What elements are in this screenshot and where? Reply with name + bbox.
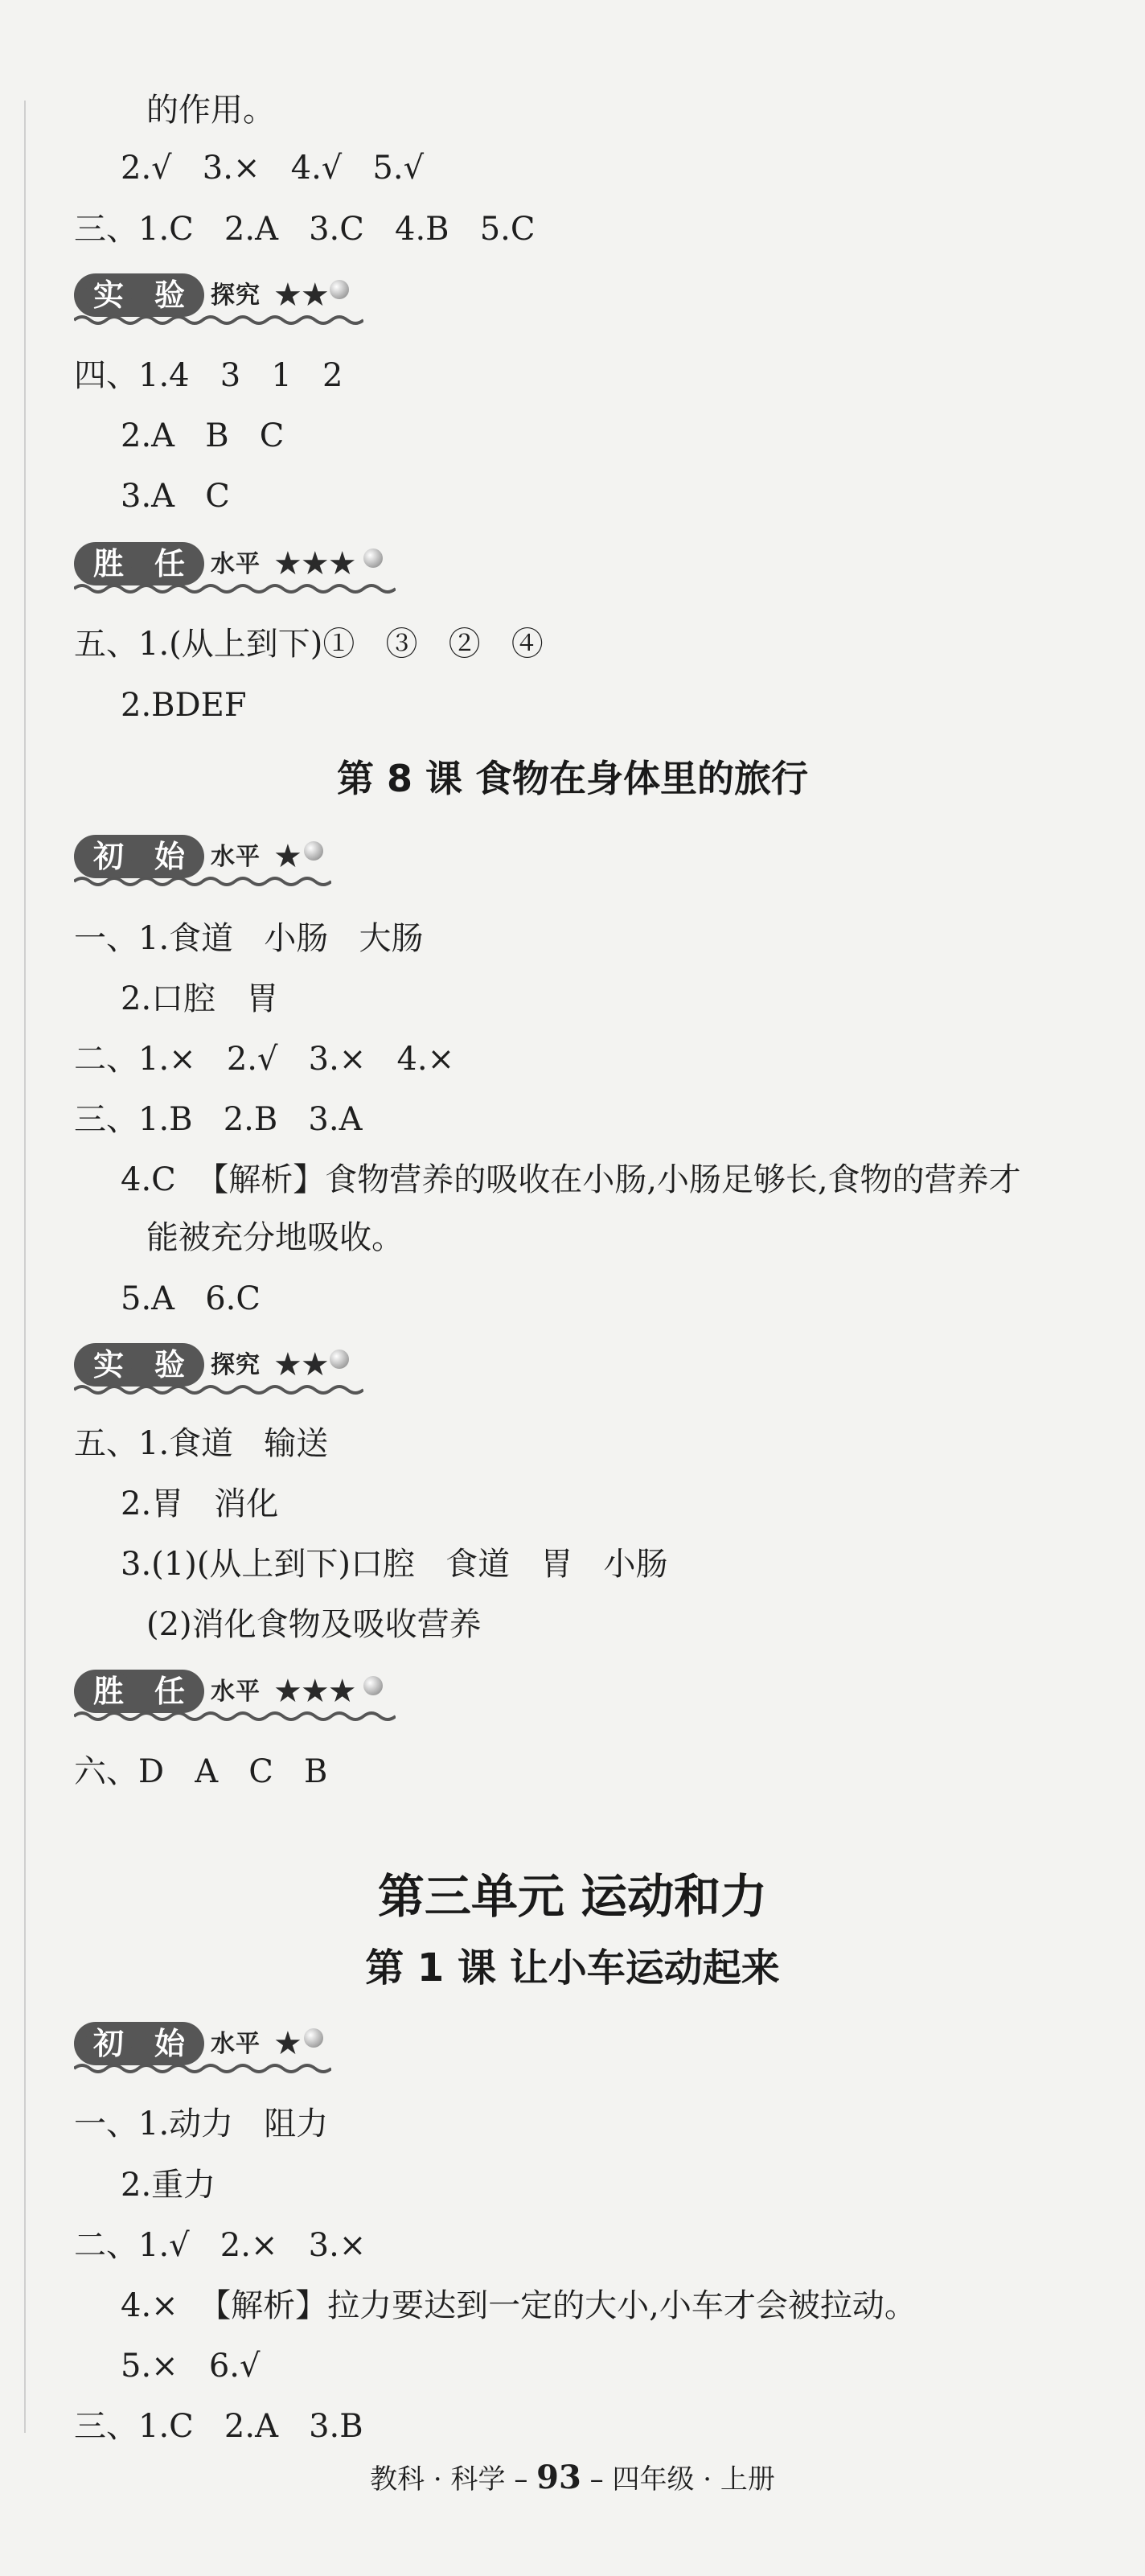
badge-pill: 初 始 (74, 835, 204, 878)
answer-line: 2.√ 3.× 4.√ 5.√ (121, 150, 425, 187)
answer-line: 5.× 6.√ (121, 2348, 261, 2385)
section-badge-competent (74, 540, 396, 597)
wave-underline (74, 314, 363, 327)
badge-pill: 胜 任 (74, 1670, 204, 1713)
page-margin-line (24, 101, 26, 2433)
answer-line: 二、1.√ 2.× 3.× (74, 2227, 367, 2264)
star-rating: ★★ (273, 1346, 328, 1383)
star-rating: ★★ (273, 277, 328, 314)
badge-level: 水平 (211, 2030, 261, 2058)
answer-line: 六、D A C B (74, 1753, 328, 1790)
section-badge-competent (74, 1668, 396, 1724)
page-footer: 教科 · 科学 – 93 – 四年级 · 上册 (370, 2459, 775, 2496)
wave-underline (74, 1710, 396, 1723)
answer-line: 的作用。 (146, 92, 275, 129)
ball-icon (304, 841, 323, 861)
badge-level: 探究 (211, 281, 261, 310)
footer-subject: 教科 · 科学 (370, 2463, 506, 2496)
answer-line: 3.(1)(从上到下)口腔 食道 胃 小肠 (121, 1546, 668, 1583)
star-rating: ★★★ (273, 545, 355, 582)
ball-icon (363, 1676, 383, 1695)
answer-line: 三、1.C 2.A 3.B (74, 2408, 363, 2445)
ball-icon (330, 280, 349, 299)
star-rating: ★ (273, 838, 301, 875)
answer-line: 2.A B C (121, 417, 285, 454)
wave-underline (74, 1383, 363, 1396)
star-rating: ★ (273, 2025, 301, 2062)
badge-pill: 胜 任 (74, 542, 204, 585)
wave-underline (74, 875, 331, 888)
wave-underline (74, 2062, 331, 2075)
ball-icon (330, 1350, 349, 1369)
badge-pill: 实 验 (74, 1343, 204, 1387)
answer-line: 3.A C (121, 478, 230, 515)
unit-title: 第三单元 运动和力 (377, 1869, 768, 1924)
section-badge-experiment (74, 272, 396, 328)
answer-line: 三、1.C 2.A 3.C 4.B 5.C (74, 211, 536, 248)
answer-line: 4.× 【解析】拉力要达到一定的大小,小车才会被拉动。 (121, 2287, 917, 2324)
answer-line: 四、1.4 3 1 2 (74, 357, 343, 394)
lesson-title: 第 8 课 食物在身体里的旅行 (336, 757, 809, 800)
footer-grade: 四年级 · 上册 (612, 2463, 775, 2496)
answer-line: 4.C 【解析】食物营养的吸收在小肠,小肠足够长,食物的营养才 (121, 1161, 1021, 1198)
answer-line: 一、1.动力 阻力 (74, 2106, 329, 2143)
answer-line: (2)消化食物及吸收营养 (146, 1606, 482, 1643)
ball-icon (363, 548, 383, 568)
star-rating: ★★★ (273, 1673, 355, 1710)
ball-icon (304, 2028, 323, 2048)
section-badge-initial (74, 2020, 396, 2077)
badge-pill: 初 始 (74, 2022, 204, 2065)
page-number: 93 (536, 2459, 581, 2496)
answer-line: 五、1.(从上到下)① ③ ② ④ (74, 626, 544, 663)
section-badge-experiment (74, 1341, 396, 1398)
answer-line: 二、1.× 2.√ 3.× 4.× (74, 1041, 455, 1078)
section-badge-initial (74, 833, 396, 889)
answer-line: 2.BDEF (121, 687, 247, 724)
answer-line: 三、1.B 2.B 3.A (74, 1101, 363, 1138)
badge-level: 水平 (211, 550, 261, 578)
badge-pill: 实 验 (74, 273, 204, 317)
badge-level: 探究 (211, 1351, 261, 1379)
answer-line: 一、1.食道 小肠 大肠 (74, 920, 424, 957)
lesson-title: 第 1 课 让小车运动起来 (365, 1945, 780, 1991)
answer-line: 2.口腔 胃 (121, 980, 279, 1017)
badge-level: 水平 (211, 1678, 261, 1706)
answer-line: 五、1.食道 输送 (74, 1425, 329, 1462)
answer-line: 2.胃 消化 (121, 1485, 279, 1522)
answer-line: 5.A 6.C (121, 1280, 261, 1317)
wave-underline (74, 582, 396, 595)
answer-line: 2.重力 (121, 2167, 216, 2204)
answer-line: 能被充分地吸收。 (146, 1219, 404, 1256)
badge-level: 水平 (211, 843, 261, 871)
